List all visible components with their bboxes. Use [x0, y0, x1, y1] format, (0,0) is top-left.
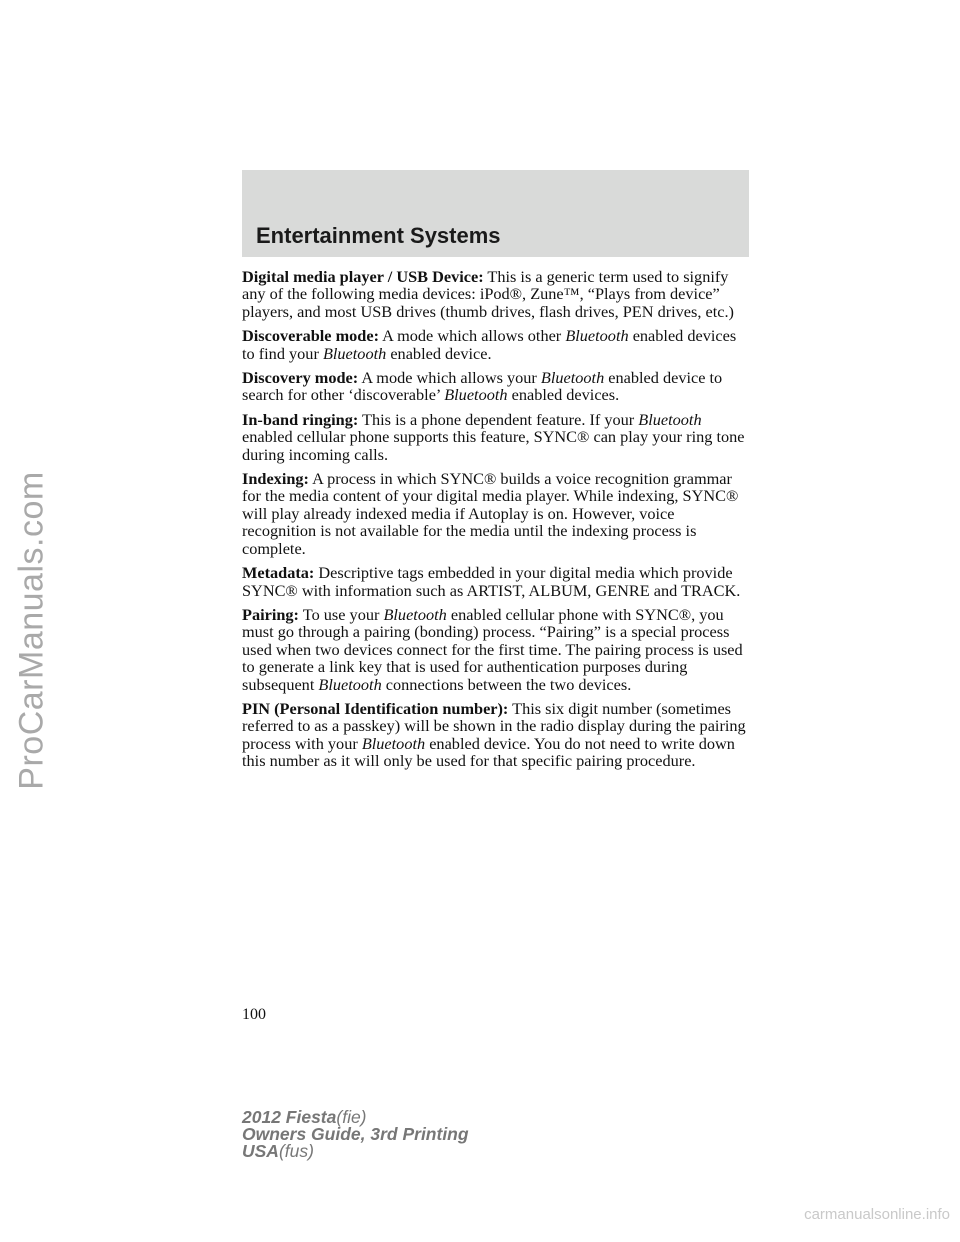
glossary-text: This is a generic term used to signify any of the following media devices: iPod®, Zune™, “Plays from device” players, and most USB drives (thumb drives, flash drives, PEN drives, etc.): [242, 267, 734, 321]
glossary-entry-in-band-ringing: [242, 411, 752, 463]
glossary-term: PIN (Personal Identification number):: [242, 698, 509, 718]
glossary-entry-discoverable-mode: [242, 327, 752, 362]
glossary-term: Metadata:: [242, 563, 315, 583]
section-header-band: [242, 170, 749, 257]
glossary-entry-digital-media-player: [242, 268, 752, 320]
glossary-text: enabled cellular phone supports this feature, SYNC® can play your ring tone during incoming calls.: [242, 427, 745, 464]
glossary-entry-pairing: [242, 606, 752, 693]
glossary-term: Indexing:: [242, 469, 309, 489]
glossary-term: In-band ringing:: [242, 409, 359, 429]
glossary-italic: Bluetooth: [322, 343, 387, 363]
glossary-italic: Bluetooth: [565, 326, 629, 346]
section-title: Entertainment Systems: [256, 223, 501, 248]
glossary-italic: Bluetooth: [361, 733, 426, 753]
page-number: 100: [242, 1006, 266, 1023]
glossary-text: enabled cellular phone with SYNC®, you must go through a pairing (bonding) process. “Pairing” is a special process used when two devices connect for the first time. The pairing process is used to generate a link key that is used for authentication purposes during subsequent: [242, 604, 743, 694]
glossary-entry-pin: [242, 700, 752, 770]
glossary-content: [242, 268, 752, 777]
glossary-italic: Bluetooth: [444, 385, 508, 405]
glossary-text: enabled device. You do not need to write down this number as it will only be used for that specific pairing procedure.: [242, 733, 735, 771]
side-watermark-text: ProCarManuals.com: [12, 470, 51, 790]
glossary-term: Discoverable mode:: [242, 326, 379, 346]
glossary-italic: Bluetooth: [638, 409, 702, 429]
document-footer: [242, 1109, 469, 1160]
glossary-term: Discovery mode:: [242, 368, 359, 388]
glossary-text: Descriptive tags embedded in your digital media which provide SYNC® with information such as ARTIST, ALBUM, GENRE and TRACK.: [242, 563, 741, 600]
glossary-text: enabled devices.: [507, 385, 620, 405]
footer-line-market: [242, 1143, 469, 1160]
glossary-text: A process in which SYNC® builds a voice recognition grammar for the media content of your digital media player. While indexing, SYNC® will play already indexed media if Autoplay is on. However, voice recognition is not available for the media until the indexing process is complete.: [242, 469, 739, 558]
glossary-italic: Bluetooth: [540, 368, 605, 388]
glossary-text: enabled device.: [386, 343, 492, 363]
site-watermark: carmanualsonline.info: [804, 1206, 950, 1223]
glossary-text: This six digit number (sometimes referred to as a passkey) will be shown in the radio display during the pairing process with your: [242, 698, 746, 753]
glossary-text: To use your: [298, 604, 384, 624]
footer-market-code: (fus): [278, 1141, 314, 1161]
side-watermark: [2, 340, 62, 920]
footer-market: USA: [242, 1141, 279, 1161]
glossary-entry-discovery-mode: [242, 369, 752, 404]
glossary-text: enabled devices to find your: [242, 326, 737, 363]
glossary-text: A mode which allows your: [358, 368, 541, 388]
glossary-text: A mode which allows other: [379, 326, 566, 346]
glossary-entry-metadata: [242, 564, 752, 599]
footer-model-code: (fie): [336, 1107, 367, 1127]
glossary-term: Pairing:: [242, 604, 299, 624]
glossary-italic: Bluetooth: [318, 674, 382, 694]
glossary-entry-indexing: [242, 470, 752, 557]
glossary-text: enabled device to search for other ‘discoverable’: [242, 368, 723, 405]
glossary-term: Digital media player / USB Device:: [242, 267, 484, 286]
footer-model: 2012 Fiesta: [242, 1107, 337, 1127]
glossary-text: This is a phone dependent feature. If your: [358, 409, 639, 429]
glossary-italic: Bluetooth: [383, 604, 447, 624]
glossary-text: connections between the two devices.: [381, 674, 632, 694]
footer-line-guide: Owners Guide, 3rd Printing: [242, 1124, 469, 1144]
